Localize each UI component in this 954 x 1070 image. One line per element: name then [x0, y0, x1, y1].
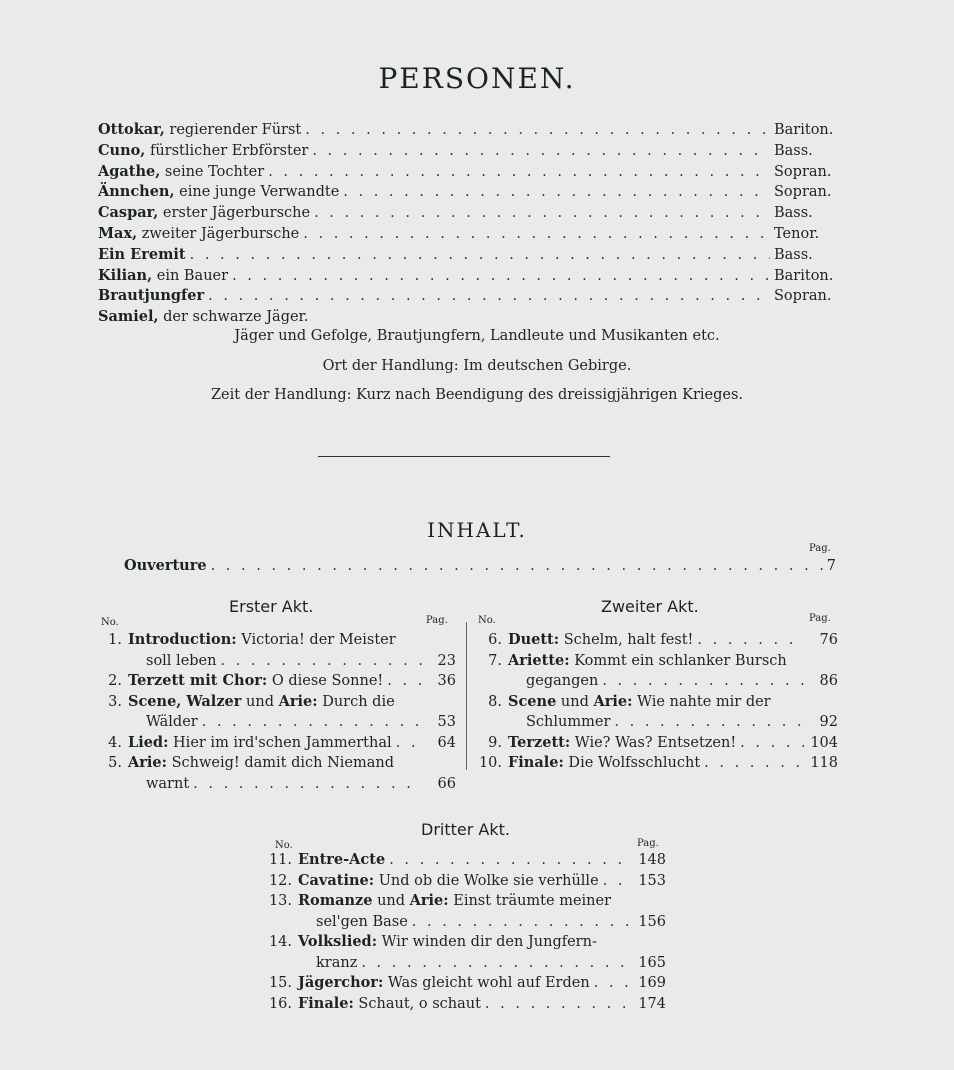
toc-entry-continuation — [266, 953, 666, 974]
leader-dots — [485, 994, 632, 1015]
entry-number: 9. — [488, 734, 502, 751]
role-name: Max, — [98, 224, 138, 242]
toc-entry-continuation — [476, 671, 838, 692]
cast-row — [98, 120, 838, 141]
voice-type: Bass. — [774, 205, 813, 222]
leader-dots — [220, 651, 422, 672]
leader-dots — [697, 630, 804, 651]
role-description: der schwarze Jäger. — [158, 309, 309, 326]
leader-dots — [412, 912, 632, 933]
entry-text — [508, 733, 736, 754]
role-name: Ottokar, — [98, 121, 165, 138]
role-name-cell — [98, 266, 228, 287]
leader-dots — [232, 266, 770, 287]
entry-continuation: sel'gen Base — [316, 913, 408, 930]
leader-dots — [268, 162, 770, 183]
toc-entry-continuation — [476, 712, 838, 733]
act1-list — [96, 630, 456, 794]
chorus-line: Jäger und Gefolge, Brautjungfern, Landleute und Musikanten etc. — [234, 328, 720, 344]
entry-continuation: warnt — [146, 775, 190, 792]
entry-title: und — [372, 893, 410, 909]
entry-text — [128, 733, 392, 754]
role-description: fürstlicher Erbförster — [145, 142, 309, 159]
voice-type: Bariton. — [774, 267, 834, 284]
role-description: eine junge Verwandte — [174, 184, 340, 201]
entry-number: 11. — [268, 852, 292, 868]
toc-entry — [266, 973, 666, 994]
role-name-cell — [98, 307, 309, 328]
entry-type-2: Arie: — [409, 892, 449, 909]
entry-title: Wir winden dir den Jungfern- — [377, 934, 597, 950]
role-name-cell — [98, 203, 310, 224]
leader-dots — [614, 712, 804, 733]
entry-type-2: Arie: — [593, 692, 633, 710]
act2-pag-label: Pag. — [809, 613, 831, 624]
leader-dots — [361, 953, 632, 974]
toc-entry — [266, 871, 666, 892]
entry-title-2: Wie nahte mir der — [632, 693, 771, 710]
entry-page: 104 — [810, 734, 838, 751]
entry-type: Finale: — [508, 754, 564, 771]
entry-text — [298, 973, 590, 994]
cast-row — [98, 286, 838, 307]
entry-page: 174 — [638, 995, 666, 1012]
entry-title-2: Einst träumte meiner — [448, 893, 612, 909]
entry-text — [298, 850, 385, 871]
leader-dots — [211, 556, 823, 577]
entry-text — [298, 994, 481, 1015]
entry-title: Schaut, o schaut — [353, 995, 481, 1012]
leader-dots — [396, 733, 422, 754]
entry-page: 169 — [638, 975, 666, 991]
overture-label: Ouverture — [124, 557, 207, 574]
role-name-cell — [98, 120, 301, 141]
voice-type: Sopran. — [774, 163, 832, 180]
entry-title: Schelm, halt fest! — [559, 632, 694, 648]
leader-dots — [193, 774, 422, 795]
toc-entry-continuation — [96, 774, 456, 795]
inhalt-title: INHALT. — [427, 518, 527, 542]
act2-no-label: No. — [478, 615, 496, 626]
entry-continuation: Schlummer — [526, 714, 611, 730]
entry-text — [508, 753, 700, 774]
entry-number: 10. — [478, 755, 502, 771]
entry-number: 4. — [108, 734, 122, 751]
entry-number: 5. — [108, 755, 122, 771]
toc-entry — [266, 850, 666, 871]
entry-text — [298, 932, 597, 953]
role-name: Cuno, — [98, 141, 146, 159]
role-name-cell — [98, 182, 339, 203]
toc-entry-continuation — [96, 651, 456, 672]
entry-page: 165 — [638, 954, 666, 971]
entry-type: Jägerchor: — [298, 974, 384, 991]
entry-title: Victoria! der Meister — [236, 632, 396, 648]
role-name: Brautjungfer — [98, 287, 205, 305]
role-description: ein Bauer — [152, 267, 229, 284]
act1-pag-label: Pag. — [426, 615, 448, 626]
entry-page: 23 — [437, 652, 456, 669]
entry-number: 16. — [268, 995, 292, 1012]
entry-type-2: Arie: — [278, 692, 318, 710]
column-divider — [466, 622, 467, 770]
entry-number: 15. — [268, 975, 292, 991]
entry-number: 3. — [108, 693, 122, 710]
entry-number: 13. — [268, 893, 292, 909]
toc-entry — [96, 753, 456, 774]
leader-dots — [303, 224, 770, 245]
toc-entry — [476, 651, 838, 672]
leader-dots — [314, 203, 770, 224]
entry-continuation: gegangen — [526, 673, 599, 689]
role-name-cell — [98, 162, 264, 183]
entry-type: Volkslied: — [298, 933, 378, 950]
entry-number: 8. — [488, 693, 502, 710]
entry-text — [508, 630, 693, 651]
toc-entry — [96, 630, 456, 651]
role-description: seine Tochter — [160, 163, 265, 180]
overture-entry — [124, 556, 836, 577]
entry-number: 2. — [108, 673, 122, 689]
leader-dots — [343, 182, 770, 203]
entry-title: Was gleicht wohl auf Erden — [383, 975, 590, 991]
role-description: zweiter Jägerbursche — [137, 225, 300, 242]
toc-entry — [476, 630, 838, 651]
voice-type: Bass. — [774, 142, 813, 159]
entry-title: Die Wolfsschlucht — [563, 755, 701, 771]
act3-title: Dritter Akt. — [421, 820, 510, 839]
entry-title: Wie? Was? Entsetzen! — [570, 734, 737, 751]
entry-text — [128, 692, 395, 713]
toc-entry — [476, 753, 838, 774]
entry-page: 153 — [638, 872, 666, 889]
toc-entry — [266, 891, 666, 912]
entry-type: Scene — [508, 692, 557, 710]
entry-title: Schweig! damit dich Niemand — [166, 755, 394, 771]
leader-dots — [594, 973, 632, 994]
leader-dots — [190, 245, 770, 266]
role-description: erster Jägerbursche — [158, 205, 311, 222]
role-name: Samiel, — [98, 308, 159, 326]
cast-row — [98, 266, 838, 287]
entry-text — [128, 753, 394, 774]
personen-title: PERSONEN. — [378, 62, 576, 95]
time-line: Zeit der Handlung: Kurz nach Beendigung des dreissigjährigen Krieges. — [210, 387, 744, 403]
leader-dots — [208, 286, 770, 307]
entry-type: Introduction: — [128, 631, 237, 648]
entry-title: Und ob die Wolke sie verhülle — [374, 872, 599, 889]
act1-no-label: No. — [101, 617, 119, 628]
entry-continuation: soll leben — [146, 652, 217, 669]
toc-entry — [266, 932, 666, 953]
act3-list — [266, 850, 666, 1014]
entry-title: O diese Sonne! — [267, 673, 384, 689]
entry-continuation: Wälder — [146, 714, 198, 730]
cast-row — [98, 224, 838, 245]
role-name-cell — [98, 286, 204, 307]
pag-label-overture: Pag. — [809, 543, 831, 554]
cast-row — [98, 182, 838, 203]
leader-dots — [389, 850, 632, 871]
entry-page: 118 — [810, 755, 838, 771]
leader-dots — [305, 120, 770, 141]
toc-entry-continuation — [266, 912, 666, 933]
entry-type: Finale: — [298, 994, 354, 1012]
entry-number: 7. — [488, 652, 502, 669]
toc-entry — [96, 692, 456, 713]
entry-text — [298, 891, 611, 912]
toc-entry-continuation — [96, 712, 456, 733]
act2-list — [476, 630, 838, 774]
cast-row — [98, 203, 838, 224]
voice-type: Tenor. — [774, 225, 820, 242]
entry-text — [128, 671, 383, 692]
leader-dots — [387, 671, 422, 692]
role-name-cell — [98, 141, 308, 162]
overture-page: 7 — [826, 558, 836, 574]
entry-page: 92 — [819, 714, 838, 730]
leader-dots — [202, 712, 422, 733]
voice-type: Sopran. — [774, 184, 832, 201]
voice-type: Bariton. — [774, 122, 834, 138]
entry-number: 1. — [108, 632, 122, 648]
cast-row — [98, 307, 838, 328]
leader-dots — [312, 141, 770, 162]
leader-dots — [704, 753, 804, 774]
entry-page: 86 — [819, 673, 838, 689]
entry-text — [508, 692, 771, 713]
act3-no-label: No. — [275, 840, 293, 851]
toc-entry — [476, 733, 838, 754]
entry-type: Terzett mit Chor: — [128, 672, 268, 689]
cast-row — [98, 141, 838, 162]
entry-type: Romanze — [298, 892, 373, 909]
entry-title: Kommt ein schlanker Bursch — [569, 652, 787, 669]
role-name: Kilian, — [98, 266, 153, 284]
leader-dots — [602, 671, 804, 692]
entry-type: Lied: — [128, 733, 169, 751]
act2-title: Zweiter Akt. — [601, 597, 699, 616]
entry-number: 12. — [268, 872, 292, 889]
entry-page: 66 — [437, 775, 456, 792]
entry-type: Terzett: — [508, 733, 571, 751]
cast-list — [98, 120, 838, 328]
role-name: Caspar, — [98, 204, 159, 222]
toc-entry — [96, 733, 456, 754]
entry-type: Scene, Walzer — [128, 692, 242, 710]
leader-dots — [740, 733, 804, 754]
place-line: Ort der Handlung: Im deutschen Gebirge. — [322, 358, 632, 374]
entry-type: Entre-Acte — [298, 851, 386, 868]
toc-entry — [266, 994, 666, 1015]
entry-text — [128, 630, 396, 651]
entry-type: Cavatine: — [298, 871, 375, 889]
entry-title: Hier im ird'schen Jammerthal — [168, 734, 392, 751]
role-name: Ein Eremit — [98, 245, 186, 263]
role-name: Ännchen, — [98, 183, 175, 201]
voice-type: Bass. — [774, 246, 813, 263]
voice-type: Sopran. — [774, 288, 832, 305]
role-name-cell — [98, 224, 299, 245]
cast-row — [98, 245, 838, 266]
entry-page: 156 — [638, 913, 666, 930]
entry-title: und — [241, 693, 279, 710]
toc-entry — [476, 692, 838, 713]
entry-continuation: kranz — [316, 954, 358, 971]
entry-page: 36 — [437, 673, 456, 689]
entry-text — [298, 871, 599, 892]
cast-row — [98, 162, 838, 183]
entry-type: Ariette: — [508, 651, 570, 669]
entry-page: 53 — [437, 714, 456, 730]
entry-number: 6. — [488, 632, 502, 648]
divider-rule — [318, 456, 610, 457]
role-name-cell — [98, 245, 186, 266]
entry-page: 76 — [819, 632, 838, 648]
entry-title-2: Durch die — [317, 693, 395, 710]
entry-number: 14. — [268, 934, 292, 950]
act1-title: Erster Akt. — [229, 597, 314, 616]
entry-page: 148 — [638, 852, 666, 868]
role-description: regierender Fürst — [164, 122, 302, 138]
entry-type: Arie: — [128, 754, 167, 771]
act3-pag-label: Pag. — [637, 838, 659, 849]
entry-title: und — [556, 693, 594, 710]
toc-entry — [96, 671, 456, 692]
entry-text — [508, 651, 787, 672]
role-name: Agathe, — [98, 162, 161, 180]
entry-page: 64 — [437, 734, 456, 751]
leader-dots — [603, 871, 632, 892]
entry-type: Duett: — [508, 631, 560, 648]
